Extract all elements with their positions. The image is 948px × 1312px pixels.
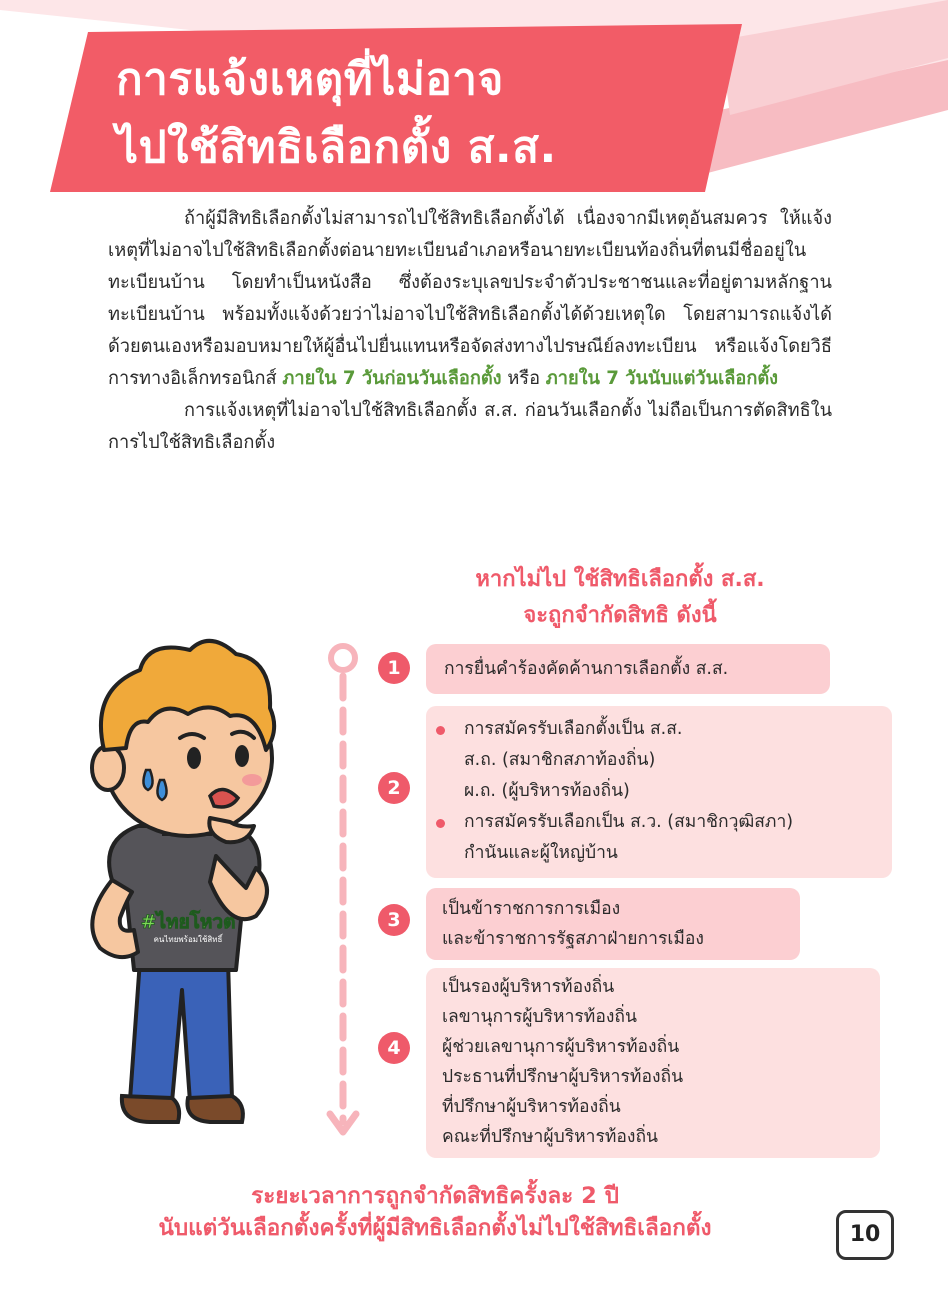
restriction-2-list [430, 714, 892, 745]
number-badge-3: 3 [378, 904, 410, 936]
restriction-4-line: ที่ปรึกษาผู้บริหารท้องถิ่น [442, 1097, 621, 1117]
restriction-card-1 [426, 644, 830, 694]
title-line-2: ไปใช้สิทธิเลือกตั้ง ส.ส. [116, 122, 557, 173]
restriction-2-bullet-2 [430, 807, 892, 838]
highlight-after-election: ภายใน 7 วันนับแต่วันเลือกตั้ง [545, 368, 779, 389]
restriction-2-line: ผ.ถ. (ผู้บริหารท้องถิ่น) [464, 781, 630, 801]
worried-character-illustration [60, 630, 300, 1140]
number-badge-4: 4 [378, 1032, 410, 1064]
restrictions-heading [360, 562, 880, 634]
restriction-1-text: การยื่นคำร้องคัดค้านการเลือกตั้ง ส.ส. [444, 659, 729, 679]
restriction-period-note [40, 1180, 830, 1244]
highlight-before-election: ภายใน 7 วันก่อนวันเลือกตั้ง [282, 368, 502, 389]
bullet-dot [436, 819, 445, 828]
restriction-4-line: ผู้ช่วยเลขานุการผู้บริหารท้องถิ่น [442, 1037, 680, 1057]
page-number: 10 [836, 1210, 894, 1260]
paragraph-2 [108, 395, 832, 459]
paragraph-1 [108, 203, 832, 395]
restriction-4-line: เป็นรองผู้บริหารท้องถิ่น [442, 977, 615, 997]
shirt-logo-text: #ไทยโหวต [140, 911, 236, 933]
restriction-card-4 [426, 968, 880, 1158]
footer-line-2: นับแต่วันเลือกตั้งครั้งที่ผู้มีสิทธิเลือกตั้งไม่ไปใช้สิทธิเลือกตั้ง [158, 1215, 712, 1241]
restriction-2-list-b [430, 807, 892, 838]
number-badge-2: 2 [378, 772, 410, 804]
paragraph-2-text: การแจ้งเหตุที่ไม่อาจไปใช้สิทธิเลือกตั้ง ส.ส. ก่อนวันเลือกตั้ง ไม่ถือเป็นการตัดสิทธิในการไปใช้สิทธิเลือกตั้ง [108, 400, 832, 453]
number-badge-1: 1 [378, 652, 410, 684]
restrictions-heading-line-2: จะถูกจำกัดสิทธิ ดังนี้ [523, 603, 717, 628]
footer-line-1: ระยะเวลาการถูกจำกัดสิทธิครั้งละ 2 ปี [251, 1183, 619, 1209]
title-line-1: การแจ้งเหตุที่ไม่อาจ [116, 54, 504, 105]
restriction-4-line: คณะที่ปรึกษาผู้บริหารท้องถิ่น [442, 1127, 659, 1147]
restriction-2-bullet-1-text: การสมัครรับเลือกตั้งเป็น ส.ส. [464, 719, 683, 739]
restriction-2-bullet-2-text: การสมัครรับเลือกเป็น ส.ว. (สมาชิกวุฒิสภา) [464, 812, 794, 832]
restriction-4-line: ประธานที่ปรึกษาผู้บริหารท้องถิ่น [442, 1067, 684, 1087]
restrictions-heading-line-1: หากไม่ไป ใช้สิทธิเลือกตั้ง ส.ส. [475, 567, 765, 592]
timeline-line [318, 636, 368, 1146]
restriction-4-line: เลขานุการผู้บริหารท้องถิ่น [442, 1007, 637, 1027]
restriction-2-bullet-1 [430, 714, 892, 745]
restriction-3-line: และข้าราชการรัฐสภาฝ่ายการเมือง [442, 929, 704, 949]
bullet-dot [436, 726, 445, 735]
paragraph-1-text: ถ้าผู้มีสิทธิเลือกตั้งไม่สามารถไปใช้สิทธิเลือกตั้งได้ เนื่องจากมีเหตุอันสมควร ให้แจ้งเหตุที่ไม่อาจไปใช้สิทธิเลือกตั้งต่อนายทะเบียนอำเภอหรือนายทะเบียนท้องถิ่นที่ตนมีชื่ออยู่ในทะเบียนบ้าน โดยทำเป็นหนังสือ ซึ่งต้องระบุเลขประจำตัวประชาชนและที่อยู่ตามหลักฐานทะเบียนบ้าน พร้อมทั้งแจ้งด้วยว่าไม่อาจไปใช้สิทธิเลือกตั้งได้ด้วยเหตุใด โดยสามารถแจ้งได้ด้วยตนเองหรือมอบหมายให้ผู้อื่นไปยื่นแทนหรือจัดส่งทางไปรษณีย์ลงทะเบียน หรือแจ้งโดยวิธีการทางอิเล็กทรอนิกส์ [108, 208, 832, 389]
restriction-2-line: กำนันและผู้ใหญ่บ้าน [464, 843, 618, 863]
body-text [108, 203, 832, 459]
restriction-2-line: ส.ถ. (สมาชิกสภาท้องถิ่น) [464, 750, 656, 770]
shirt-logo-subtext: คนไทยพร้อมใช้สิทธิ์ [153, 935, 223, 944]
restriction-3-line: เป็นข้าราชการการเมือง [442, 899, 621, 919]
page-title [116, 46, 557, 182]
restriction-card-3 [426, 888, 800, 960]
paragraph-1-or: หรือ [501, 368, 546, 389]
restriction-card-2 [426, 706, 892, 878]
